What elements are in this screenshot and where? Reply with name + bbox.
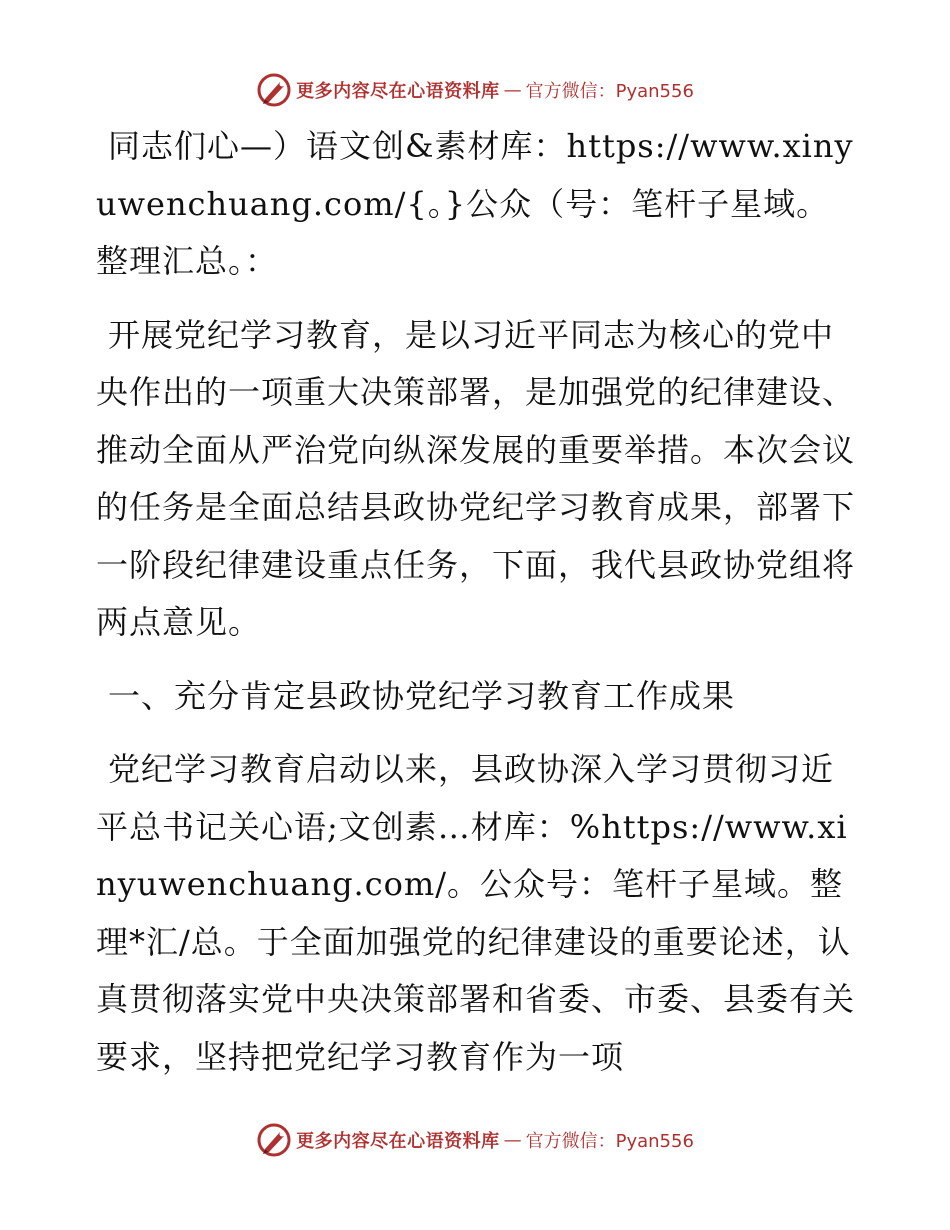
body-paragraph: 开展党纪学习教育，是以习近平同志为核心的党中央作出的一项重大决策部署，是加强党的纪律建设、推动全面从严治党向纵深发展的重要举措。本次会议的任务是全面总结县政协党纪学习教育成果，部署下一阶段纪律建设重点任务，下面，我代县政协党组将两点意见。	[96, 315, 856, 641]
header-banner	[0, 70, 950, 110]
banner-title: 更多内容尽在心语资料库	[296, 81, 500, 102]
document-body	[96, 118, 856, 1102]
banner-title: 更多内容尽在心语资料库	[296, 1131, 500, 1152]
banner-contact: 官方微信：Pyan556	[525, 81, 694, 102]
banner-contact: 官方微信：Pyan556	[525, 1131, 694, 1152]
banner-separator: —	[503, 1129, 522, 1151]
pen-logo-icon	[256, 72, 292, 108]
intro-paragraph: 同志们心—）语文创&素材库：https://www.xinyuwenchuang.com/{。}公众（号：笔杆子星域。整理汇总。：	[96, 127, 854, 280]
footer-banner	[0, 1120, 950, 1160]
body-paragraph: 党纪学习教育启动以来，县政协深入学习贯彻习近平总书记关心语;文创素…材库：%https://www.xinyuwenchuang.com/。公众号：笔杆子星域。整理*汇/总。于全面加强党的纪律建设的重要论述，认真贯彻落实党中央决策部署和省委、市委、县委有关要求，坚持把党纪学习教育作为一项	[96, 750, 856, 1076]
pen-logo-icon	[256, 1122, 292, 1158]
section-heading: 一、充分肯定县政协党纪学习教育工作成果	[108, 676, 736, 715]
banner-separator: —	[503, 79, 522, 101]
